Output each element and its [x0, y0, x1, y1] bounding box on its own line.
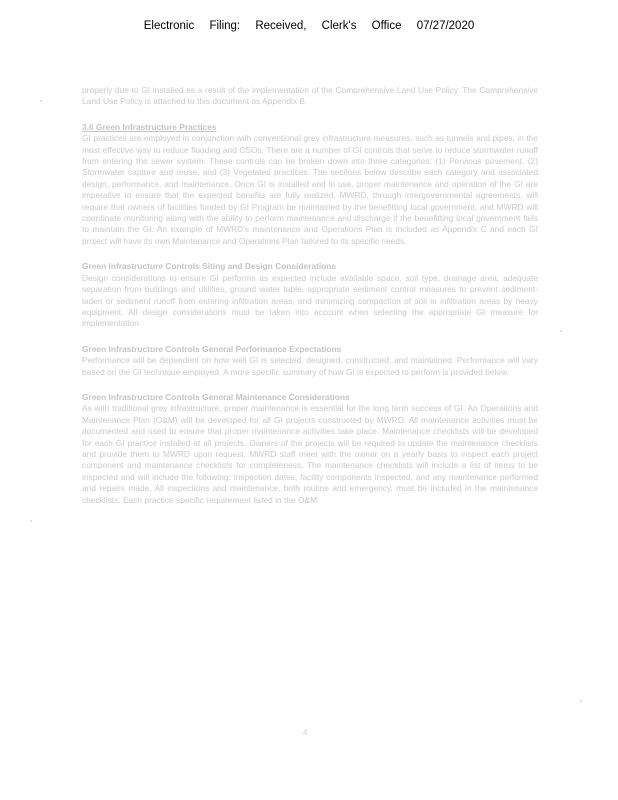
section-text: GI practices are employed in conjunction with conventional grey infrastructure measures, such as tunnels and pipes, in the most effective way to reduce flooding and CSOs. There are a number of GI controls that serve to reduce stormwater runoff from entering the sewer system. These controls can be broken down into three categories: (1) Pervious pavement, (2) Stormwater capture and reuse, and (3) Vegetated practices. The sections below describe each category and associated design, performance, and maintenance. Once GI is installed and in use, proper maintenance and operation of the GI are imperative to ensure that the expected benefits are fully realized. MWRD, through intergovernmental agreements, will require that owners of facilities funded by GI Program be maintained by the benefitting local government, and MWRD will coordinate monitoring along with the ability to perform maintenance and discharge if the benefitting local government fails to maintain the GI. An example of MWRD's maintenance and Operations Plan is included as Appendix C and each GI project will have its own Maintenance and Operations Plan tailored to its specific needs.: [82, 133, 538, 246]
intro-paragraph: properly due to GI installed as a result of the implementation of the Comprehensive Land Use Policy. The Comprehensive Land Use Policy is attached to this document as Appendix B.: [82, 85, 538, 107]
scan-speck: [560, 330, 562, 332]
section-text: As with traditional grey infrastructure, proper maintenance is essential for the long term success of GI. An Operations and Maintenance Plan (O&M) will be developed for all GI projects constructed by MWRD. All maintenance activities must be documented and used to ensure that proper maintenance activities take place. Maintenance checklists will be developed for each GI practice installed at all projects. Owners of the projects will be required to update the maintenance checklists and provide them to MWRD upon request. MWRD staff meet with the owner on a yearly basis to inspect each project component and maintenance checklists for completeness. The maintenance checklists will include a list of items to be inspected and will include the following: inspection dates, facility components inspected, and any maintenance performed and repairs made. All inspections and maintenance, both routine and emergency, must be included in the maintenance checklists. Each practice specific requirement listed in the O&M: [82, 403, 538, 505]
filing-stamp: [0, 20, 618, 32]
section-siting-design: [82, 261, 538, 329]
section-heading: Green Infrastructure Controls General Maintenance Considerations: [82, 391, 350, 402]
stamp-clerks: Clerk's: [321, 20, 357, 32]
section-maintenance: [82, 392, 538, 506]
document-body: [82, 85, 538, 520]
stamp-filing: Filing:: [209, 20, 241, 32]
section-performance: [82, 344, 538, 378]
page-number: 4: [303, 728, 308, 737]
section-gi-practices: [82, 122, 538, 247]
section-text: Design considerations to ensure GI performs as expected include available space, soil type, drainage area, adequate separation from buildings and utilities, ground water table, appropriate sediment control measures to prevent sediment-laden or sediment runoff from entering infiltration areas, and minimizing compaction of soil in infiltration areas by heavy equipment. All design considerations must be taken into account when selecting the appropriate GI measure for implementation.: [82, 272, 538, 329]
scan-speck: [30, 520, 32, 522]
stamp-received: Received,: [255, 20, 307, 32]
stamp-electronic: Electronic: [143, 20, 195, 32]
section-heading: Green Infrastructure Controls General Performance Expectations: [82, 343, 342, 354]
stamp-office: Office: [371, 20, 402, 32]
section-text: Performance will be dependent on how well GI is selected, designed, constructed, and maintained. Performance will vary based on the GI technique employed. A more specific summary of how GI is expected to perform is provided below.: [82, 355, 538, 377]
scan-speck: [580, 700, 582, 702]
section-heading: Green Infrastructure Controls Siting and Design Considerations: [82, 261, 337, 272]
scan-speck: [40, 100, 42, 102]
stamp-date: 07/27/2020: [416, 20, 475, 32]
section-heading: 3.6 Green Infrastructure Practices: [82, 121, 217, 132]
